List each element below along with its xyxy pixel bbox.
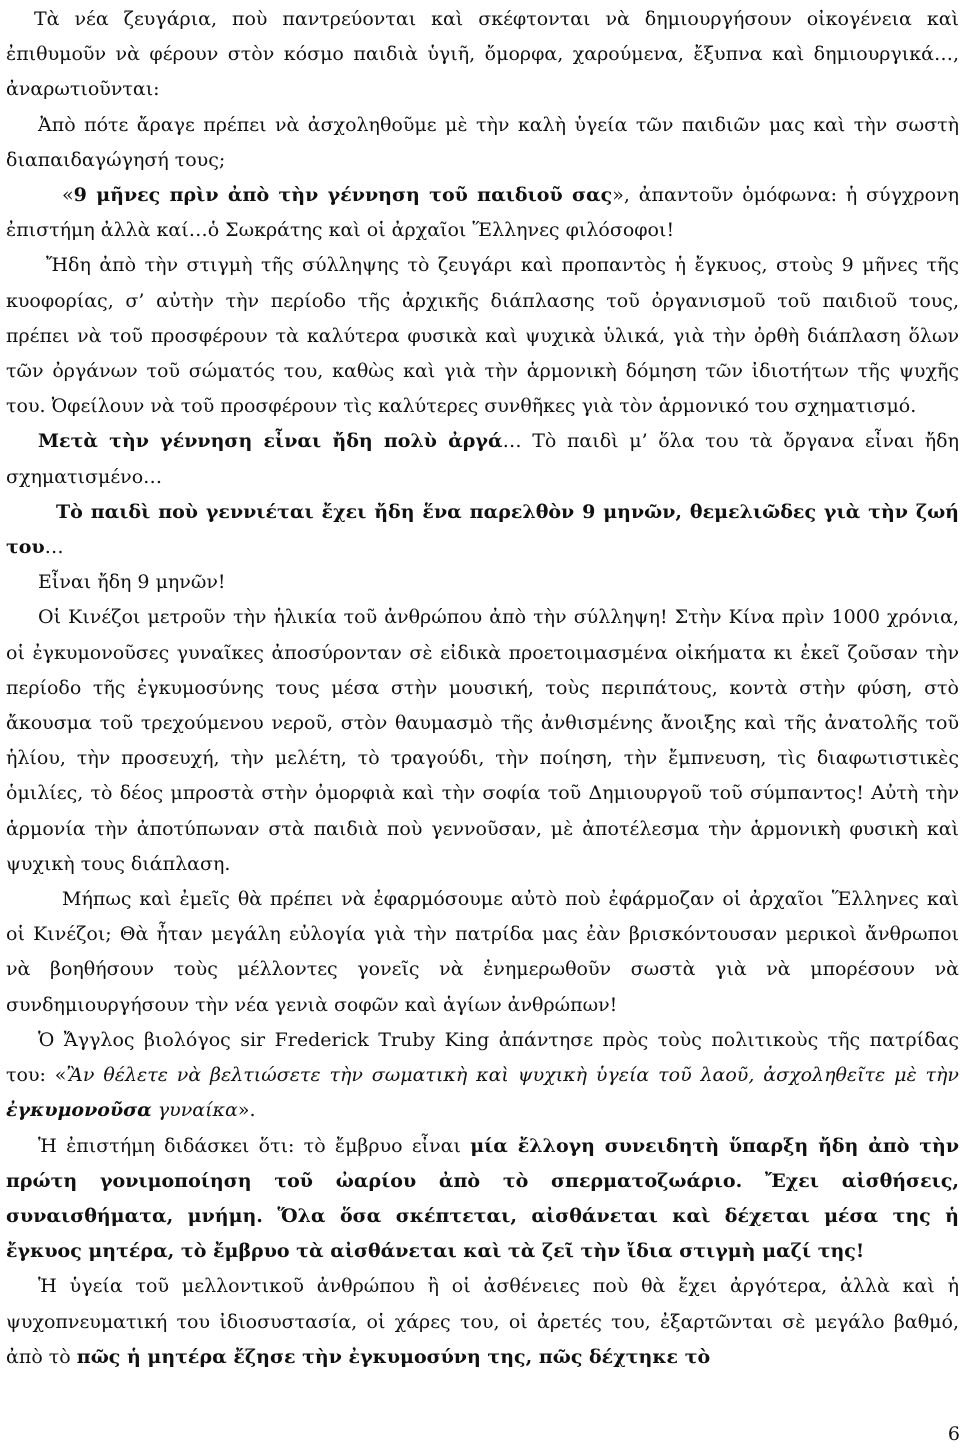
text-run: ἐγκυμονοῦσα [6,1099,152,1122]
paragraph-conception [6,248,959,424]
paragraph-health [6,1269,959,1375]
text-run: Τὰ νέα ζευγάρια, ποὺ παντρεύονται καὶ σκέφτονται νὰ δημιουργήσουν οἰκογένεια καὶ ἐπιθυμοῦν νὰ φέρουν στὸν κόσμο παιδιὰ ὑγιῆ, ὄμορφα, χαρούμενα, ἔξυπνα καὶ δημιουργικά…, ἀναρωτιοῦνται: [6,8,959,101]
text-run: πῶς ἡ μητέρα ἔζησε τὴν ἐγκυμοσύνη της, πῶς δέχτηκε τὸ [76,1345,711,1368]
text-run: Ἡ ὑγεία τοῦ μελλοντικοῦ ἀνθρώπου ἢ οἱ ἀσθένειες ποὺ θὰ ἔχει ἀργότερα, ἀλλὰ καὶ ἡ ψυχοπνευματική του ἰδιοσυστασία, οἱ χάρες του, οἱ ἀρετές του, ἐξαρτῶνται σὲ μεγάλο βαθμό, ἀπὸ τὸ [6,1275,959,1368]
text-run: Οἱ Κινέζοι μετροῦν τὴν ἡλικία τοῦ ἀνθρώπου ἀπὸ τὴν σύλληψη! Στὴν Κίνα πρὶν 1000 χρόνια, οἱ ἐγκυμονοῦσες γυναῖκες ἀποσύρονταν σὲ εἰδικὰ προετοιμασμένα οἰκήματα κι ἐκεῖ ζοῦσαν τὴν περίοδο τῆς ἐγκυμοσύνης τους μέσα στὴν μουσική, τοὺς περιπάτους, κοντὰ στὴν φύση, στὸ ἄκουσμα τοῦ τρεχούμενου νεροῦ, στὸν θαυμασμὸ τῆς ἀνθισμένης ἄνοιξης καὶ τῆς ἀνατολῆς τοῦ ἡλίου, τὴν προσευχή, τὴν μελέτη, τὸ τραγούδι, τὴν ποίηση, τὴν ἔμπνευση, τὶς διαφωτιστικὲς ὁμιλίες, τὸ δέος μπροστὰ στὴν ὀμορφιὰ καὶ τὴν σοφία τοῦ Δημιουργοῦ τοῦ σύμπαντος! Αὐτὴ τὴν ἁρμονία τὴν ἀποτύπωναν στὰ παιδιὰ ποὺ γεννοῦσαν, μὲ ἀποτέλεσμα τὴν ἁρμονικὴ φυσικὴ καὶ ψυχικὴ τους διάπλαση. [6,606,959,875]
paragraph-after-birth [6,424,959,494]
text-run: μία ἔλλογη συνειδητὴ ὕπαρξη ἤδη ἀπὸ τὴν πρώτη γονιμοποίηση τοῦ ὠαρίου ἀπὸ τὸ σπερματοζωάριο. Ἔχει αἰσθήσεις, συναισθήματα, μνήμη. Ὅλα ὅσα σκέπτεται, αἰσθάνεται καὶ δέχεται μέσα της ἡ ἔγκυος μητέρα, τὸ ἔμβρυο τὰ αἰσθάνεται καὶ τὰ ζεῖ τὴν ἴδια στιγμὴ μαζί της! [6,1134,960,1263]
text-run: ». [237,1099,256,1122]
paragraph-chinese [6,600,959,882]
text-run: Ἀπὸ πότε ἄραγε πρέπει νὰ ἀσχοληθοῦμε μὲ τὴν καλὴ ὑγεία τῶν παιδιῶν μας καὶ τὴν σωστὴ διαπαιδαγώγησή τους; [6,113,959,171]
paragraph-nine-months [6,565,959,600]
paragraph-intro [6,2,959,108]
paragraph-should-we [6,882,959,1023]
text-run: », ἀπαντοῦν ὁμόφωνα: ἡ σύγχρονη ἐπιστήμη ἀλλὰ καί…ὁ Σωκράτης καὶ οἱ ἀρχαῖοι Ἕλληνες φιλόσοφοι! [6,184,959,242]
text-run: Ἡ ἐπιστήμη διδάσκει ὅτι: τὸ ἔμβρυο εἶναι [38,1134,471,1157]
document-body [6,2,959,1375]
text-run: γυναίκα [151,1099,238,1122]
text-run: Μετὰ τὴν γέννηση εἶναι ἤδη πολὺ ἀργά [38,430,503,453]
text-run: … [44,536,64,559]
text-run: Ὁ Ἄγγλος βιολόγος sir Frederick Truby King ἀπάντησε πρὸς τοὺς πολιτικοὺς τῆς πατρίδας του: « [6,1028,959,1087]
paragraph-science [6,1129,959,1270]
page-number: 6 [947,1423,960,1445]
text-run: Ἂν θέλετε νὰ βελτιώσετε τὴν σωματικὴ καὶ ψυχικὴ ὑγεία τοῦ λαοῦ, ἀσχοληθεῖτε μὲ τὴν [66,1064,959,1087]
paragraph-truby-king [6,1023,959,1129]
text-run: 9 μῆνες πρὶν ἀπὸ τὴν γέννηση τοῦ παιδιοῦ σας [73,184,613,207]
paragraph-past-nine-months [6,495,959,565]
text-run: Εἶναι ἤδη 9 μηνῶν! [38,571,226,594]
text-run: … Τὸ παιδὶ μ’ ὅλα του τὰ ὄργανα εἶναι ἤδη σχηματισμένο… [6,430,959,488]
text-run: « [62,184,74,207]
text-run: Τὸ παιδὶ ποὺ γεννιέται ἔχει ἤδη ἕνα παρελθὸν 9 μηνῶν, θεμελιῶδες γιὰ τὴν ζωή του [6,500,959,559]
text-run: Ἤδη ἀπὸ τὴν στιγμὴ τῆς σύλληψης τὸ ζευγάρι καὶ προπαντὸς ἡ ἔγκυος, στοὺς 9 μῆνες τῆς κυοφορίας, σ’ αὐτὴν τὴν περίοδο τῆς ἀρχικῆς διάπλασης τοῦ ὀργανισμοῦ τοῦ παιδιοῦ τους, πρέπει νὰ τοῦ προσφέρουν τὰ καλύτερα φυσικὰ καὶ ψυχικὰ ὑλικά, γιὰ τὴν ὀρθὴ διάπλαση ὅλων τῶν ὀργάνων τοῦ σώματός του, καθὼς καὶ γιὰ τὴν ἁρμονικὴ δόμηση τῶν ἰδιοτήτων τῆς ψυχῆς του. Ὀφείλουν νὰ τοῦ προσφέρουν τὶς καλύτερες συνθῆκες γιὰ τὸν ἁρμονικό του σχηματισμό. [6,254,959,418]
text-run: Μήπως καὶ ἐμεῖς θὰ πρέπει νὰ ἐφαρμόσουμε αὐτὸ ποὺ ἐφάρμοζαν οἱ ἀρχαῖοι Ἕλληνες καὶ οἱ Κινέζοι; Θὰ ἦταν μεγάλη εὐλογία γιὰ τὴν πατρίδα μας ἐὰν βρισκόντουσαν μερικοὶ ἄνθρωποι νὰ βοηθήσουν τοὺς μέλλοντες γονεῖς νὰ ἐνημερωθοῦν σωστὰ γιὰ νὰ μπορέσουν νὰ συνδημιουργήσουν τὴν νέα γενιὰ σοφῶν καὶ ἁγίων ἀνθρώπων! [6,888,959,1016]
paragraph-question [6,108,959,178]
paragraph-answer [6,178,959,248]
